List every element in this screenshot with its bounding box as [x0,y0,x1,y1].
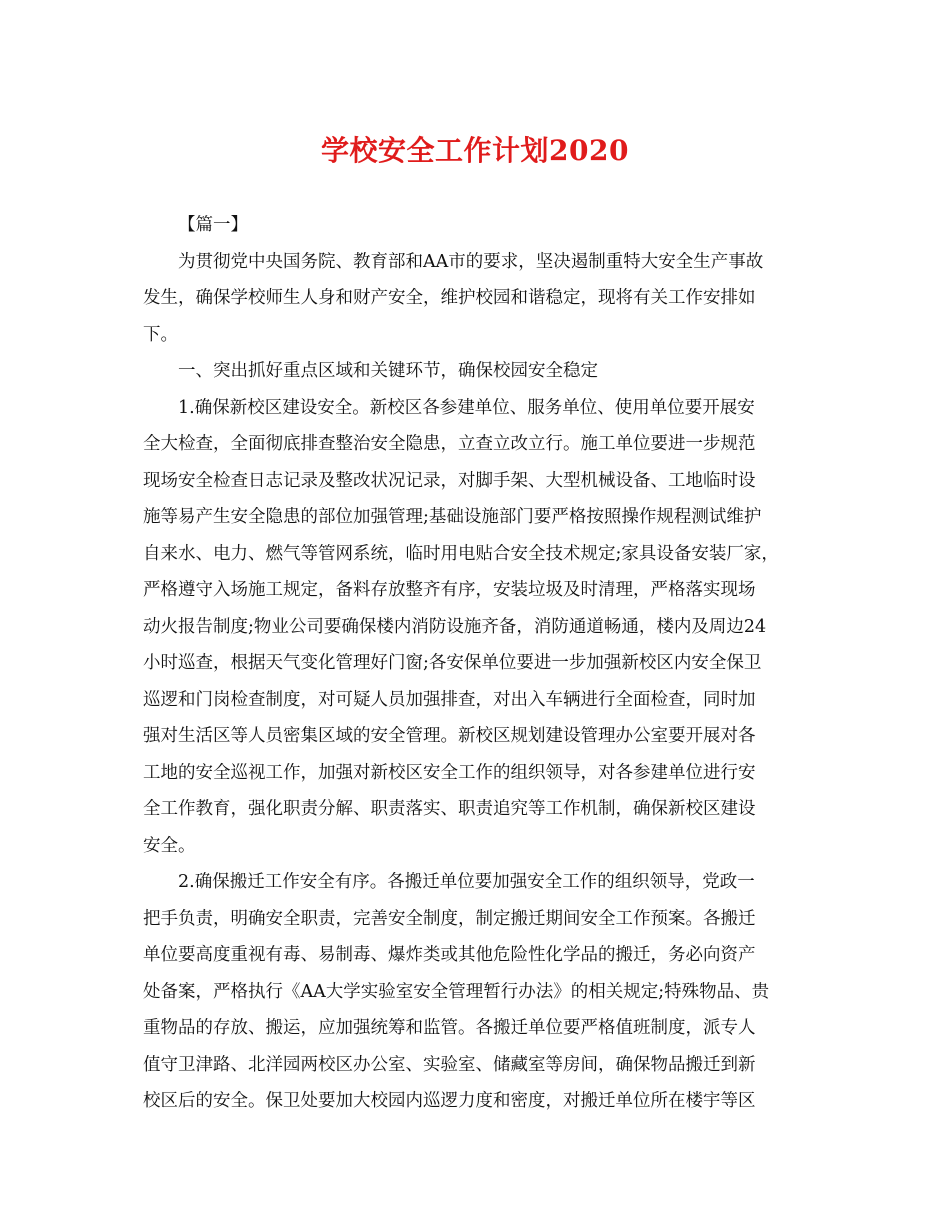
text-line: 动火报告制度;物业公司要确保楼内消防设施齐备，消防通道畅通，楼内及周边24 [143,616,767,637]
text-line: 校区后的安全。保卫处要加大校园内巡逻力度和密度，对搬迁单位所在楼宇等区 [143,1091,756,1111]
text-line: 施等易产生安全隐患的部位加强管理;基础设施部门要严格按照操作规程测试维护 [143,507,762,527]
text-line: 自来水、电力、燃气等管网系统，临时用电贴合安全技术规定;家具设备安装厂家， [143,543,779,564]
text-line: 下。 [143,324,178,345]
text-line: 强对生活区等人员密集区域的安全管理。新校区规划建设管理办公室要开展对各 [143,726,756,746]
text-line: 2.确保搬迁工作安全有序。各搬迁单位要加强安全工作的组织领导，党政一 [178,872,755,892]
text-line: 巡逻和门岗检查制度，对可疑人员加强排查，对出入车辆进行全面检查，同时加 [143,689,756,710]
text-line: 安全。 [143,835,196,856]
text-line: 为贯彻党中央国务院、教育部和AA市的要求，坚决遏制重特大安全生产事故 [178,251,764,272]
text-line: 一、突出抓好重点区域和关键环节，确保校园安全稳定 [178,361,598,381]
text-line: 现场安全检查日志记录及整改状况记录，对脚手架、大型机械设备、工地临时设 [143,470,756,491]
text-line: 小时巡查，根据天气变化管理好门窗;各安保单位要进一步加强新校区内安全保卫 [143,653,762,673]
text-line: 单位要高度重视有毒、易制毒、爆炸类或其他危险性化学品的搬迁，务必向资产 [143,945,756,965]
text-line: 【篇一】 [178,215,248,235]
document-body [143,207,803,1120]
text-line: 重物品的存放、搬运，应加强统筹和监管。各搬迁单位要严格值班制度，派专人 [143,1018,756,1038]
text-line: 严格遵守入场施工规定，备料存放整齐有序，安装垃圾及时清理，严格落实现场 [143,580,756,600]
text-line: 全工作教育，强化职责分解、职责落实、职责追究等工作机制，确保新校区建设 [143,799,756,819]
text-line: 值守卫津路、北洋园两校区办公室、实验室、储藏室等房间，确保物品搬迁到新 [143,1054,756,1075]
text-line: 把手负责，明确安全职责，完善安全制度，制定搬迁期间安全工作预案。各搬迁 [143,908,756,929]
text-line: 1.确保新校区建设安全。新校区各参建单位、服务单位、使用单位要开展安 [178,397,755,418]
document-title: 学校安全工作计划2020 [321,134,629,167]
text-line: 处备案，严格执行《AA大学实验室安全管理暂行办法》的相关规定;特殊物品、贵 [143,981,770,1002]
text-line: 全大检查，全面彻底排查整治安全隐患，立查立改立行。施工单位要进一步规范 [143,434,756,454]
text-line: 工地的安全巡视工作，加强对新校区安全工作的组织领导，对各参建单位进行安 [143,762,756,783]
text-line: 发生，确保学校师生人身和财产安全，维护校园和谐稳定，现将有关工作安排如 [143,288,756,308]
